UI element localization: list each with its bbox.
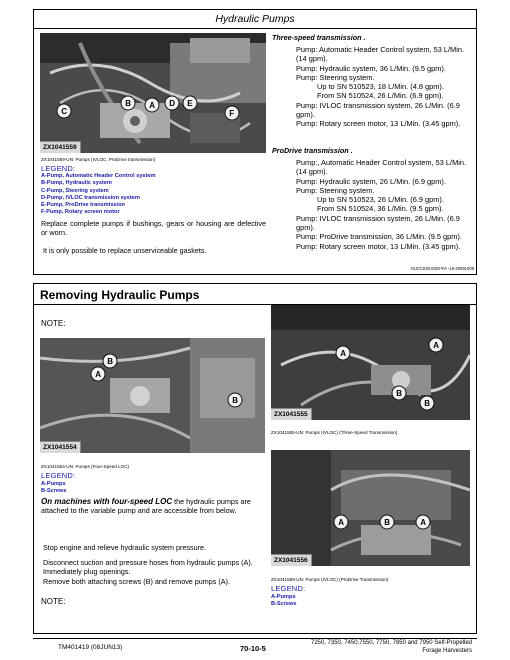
svg-text:A: A — [95, 370, 102, 379]
footer-rule — [33, 638, 477, 639]
spec-line: Pump: Steering system. — [296, 185, 375, 195]
spec-line: Pump: Rotary screen motor, 13 L/Min. (3.45 gpm). — [296, 119, 461, 129]
photo-tag: ZX1041559 — [40, 141, 81, 153]
callout-d — [165, 96, 179, 110]
svg-text:B: B — [107, 357, 114, 366]
spec-line: Up to SN 510523, 18 L/Min. (4.8 gpm). — [317, 82, 444, 92]
note-bottom: NOTE: — [41, 597, 66, 606]
spec-line: From SN 510524, 36 L/Min. (9.5 gpm). — [317, 204, 444, 214]
svg-text:A: A — [149, 101, 156, 110]
legend-item: B-Screws — [41, 488, 67, 495]
spec-line: Pump: IVLOC transmission system, 26 L/Min. (6.9 gpm). — [296, 213, 460, 233]
callout-a-right — [416, 515, 430, 529]
callout-a-left — [334, 515, 348, 529]
spec-line: Pump: ProDrive transmission, 36 L/Min. (9.5 gpm). — [296, 232, 462, 242]
spec-line: Pump:, Automatic Header Control system, 53 L/Min. (14 gpm). — [296, 158, 467, 177]
legend-title: LEGEND: — [41, 164, 76, 173]
spec-line: Pump: IVLOC transmission system, 26 L/Min. (6.9 gpm). — [296, 100, 460, 120]
svg-text:A: A — [420, 518, 427, 527]
svg-text:A: A — [338, 518, 345, 527]
note-top: NOTE: — [41, 319, 66, 328]
callout-b-mid — [380, 515, 394, 529]
svg-text:B: B — [125, 99, 132, 108]
callout-c — [57, 104, 71, 118]
callout-e — [183, 96, 197, 110]
removal-section-title: Removing Hydraulic Pumps — [40, 288, 200, 302]
three-speed-heading: Three-speed transmission . — [272, 33, 366, 42]
legend-title: LEGEND: — [271, 584, 306, 593]
photo-tag: ZX1041556 — [271, 554, 312, 566]
spec-line: Pump: Rotary screen motor, 13 L/Min. (3.45 gpm). — [296, 241, 461, 251]
legend-title: LEGEND: — [41, 471, 76, 480]
prodrive-pumps-photo — [271, 450, 470, 566]
legend-item: A-Pumps — [271, 594, 296, 600]
step-stop-engine: Stop engine and relieve hydraulic system pressure. — [43, 543, 207, 552]
spec-line: Pump: Automatic Header Control system, 53 L/Min. (14 gpm). — [296, 45, 465, 64]
footer-doc-id: TM401419 (08JUN13) — [58, 644, 123, 651]
svg-text:F: F — [229, 109, 235, 118]
legend-item: D-Pump, IVLOC transmission system — [41, 194, 140, 201]
callout-b-left — [103, 354, 117, 368]
svg-text:B: B — [384, 518, 391, 527]
three-speed-pumps-illustration — [271, 305, 470, 420]
callout-b-lower — [392, 386, 406, 400]
svg-text:A: A — [433, 341, 440, 350]
photo-tag: ZX1041555 — [271, 408, 312, 420]
three-speed-pumps-photo — [271, 305, 470, 420]
legend-item: C-Pump, Steering system — [41, 187, 109, 194]
legend-list — [41, 481, 67, 496]
legend-list — [271, 594, 297, 609]
callout-b-top — [121, 96, 135, 110]
svg-text:E: E — [187, 99, 193, 108]
title-rule — [33, 28, 477, 29]
prodrive-pumps-illustration — [271, 450, 470, 566]
footer-models — [272, 640, 472, 655]
svg-text:B: B — [424, 399, 431, 408]
spec-line: Pump: Steering system. — [296, 72, 375, 82]
legend-list — [41, 173, 267, 217]
replace-pumps-paragraph: Replace complete pumps if bushings, gears or housing are defective or worn. — [41, 219, 266, 237]
pump-overview-illustration — [40, 33, 266, 153]
photo-caption: ZX1041554-UN: Pumps (Four-Speed LOC) — [41, 464, 130, 469]
callout-a-left — [336, 346, 350, 360]
legend-item: A-Pump, Automatic Header Control system — [41, 173, 156, 179]
spec-line: From SN 510524, 26 L/Min. (6.9 gpm). — [317, 91, 444, 101]
four-speed-rest: the hydraulic pumps are attached to the variable pump and are accessible from below. — [41, 497, 251, 515]
callout-a-left — [91, 367, 105, 381]
legend-item: B-Pump, Hydraulic system — [41, 180, 112, 187]
step-remove-screws: Remove both attaching screws (B) and remove pumps (A). — [43, 577, 230, 586]
svg-text:D: D — [169, 99, 176, 108]
legend-item: B-Screws — [271, 601, 297, 608]
footer-page-number: 70-10-5 — [240, 644, 266, 653]
spec-line: Pump: Hydraulic system, 26 L/Min. (6.9 gpm). — [296, 176, 446, 186]
photo-caption: ZX1041556-UN: Pumps (IVLOC) (ProDrive Transmission) — [271, 577, 389, 582]
callout-f — [225, 106, 239, 120]
callout-b-right — [228, 393, 242, 407]
four-speed-pumps-photo — [40, 338, 265, 453]
spec-line: Pump: Hydraulic system, 36 L/Min. (9.5 gpm). — [296, 63, 446, 73]
callout-a-right — [429, 338, 443, 352]
spec-line: Up to SN 510523, 26 L/Min. (6.9 gpm). — [317, 195, 444, 205]
legend-item: E-Pump, ProDrive transmission — [41, 202, 125, 209]
callout-b-bottom — [420, 396, 434, 410]
prodrive-specs — [296, 158, 472, 251]
photo-caption: ZX1041559-UN: Pumps (IVLOC, ProDrive transmission) — [41, 157, 156, 162]
pump-overview-photo — [40, 33, 266, 153]
top-section-title: Hydraulic Pumps — [215, 13, 295, 25]
step-disconnect-hoses: Disconnect suction and pressure hoses from hydraulic pumps (A). Immediately plug openings. — [43, 558, 253, 576]
footer-models-line1: 7250, 7350, 7450,7550, 7750, 7850 and 7950 Self-Propelled — [310, 640, 472, 646]
reference-code: OUCC020,0002¹FA -19-20091008 — [410, 266, 474, 271]
svg-text:B: B — [232, 396, 239, 405]
photo-tag: ZX1041554 — [40, 441, 81, 453]
svg-text:C: C — [61, 107, 68, 116]
footer-models-line2: Forage Harvesters — [422, 647, 472, 654]
photo-caption: ZX1041555-UN: Pumps (IVLOC) (Three-Speed Transmission) — [271, 430, 398, 435]
legend-item: F-Pump, Rotary screen motor — [41, 209, 120, 216]
four-speed-paragraph — [41, 497, 266, 515]
callout-a-top — [145, 98, 159, 112]
legend-item: A-Pumps — [41, 481, 66, 487]
four-speed-bold: On machines with four-speed LOC — [41, 497, 173, 506]
three-speed-specs — [296, 45, 472, 129]
four-speed-pumps-illustration — [40, 338, 265, 453]
gaskets-paragraph: It is only possible to replace unserviceable gaskets. — [43, 246, 207, 255]
svg-text:A: A — [340, 349, 347, 358]
svg-text:B: B — [396, 389, 403, 398]
prodrive-heading: ProDrive transmission . — [272, 146, 353, 155]
